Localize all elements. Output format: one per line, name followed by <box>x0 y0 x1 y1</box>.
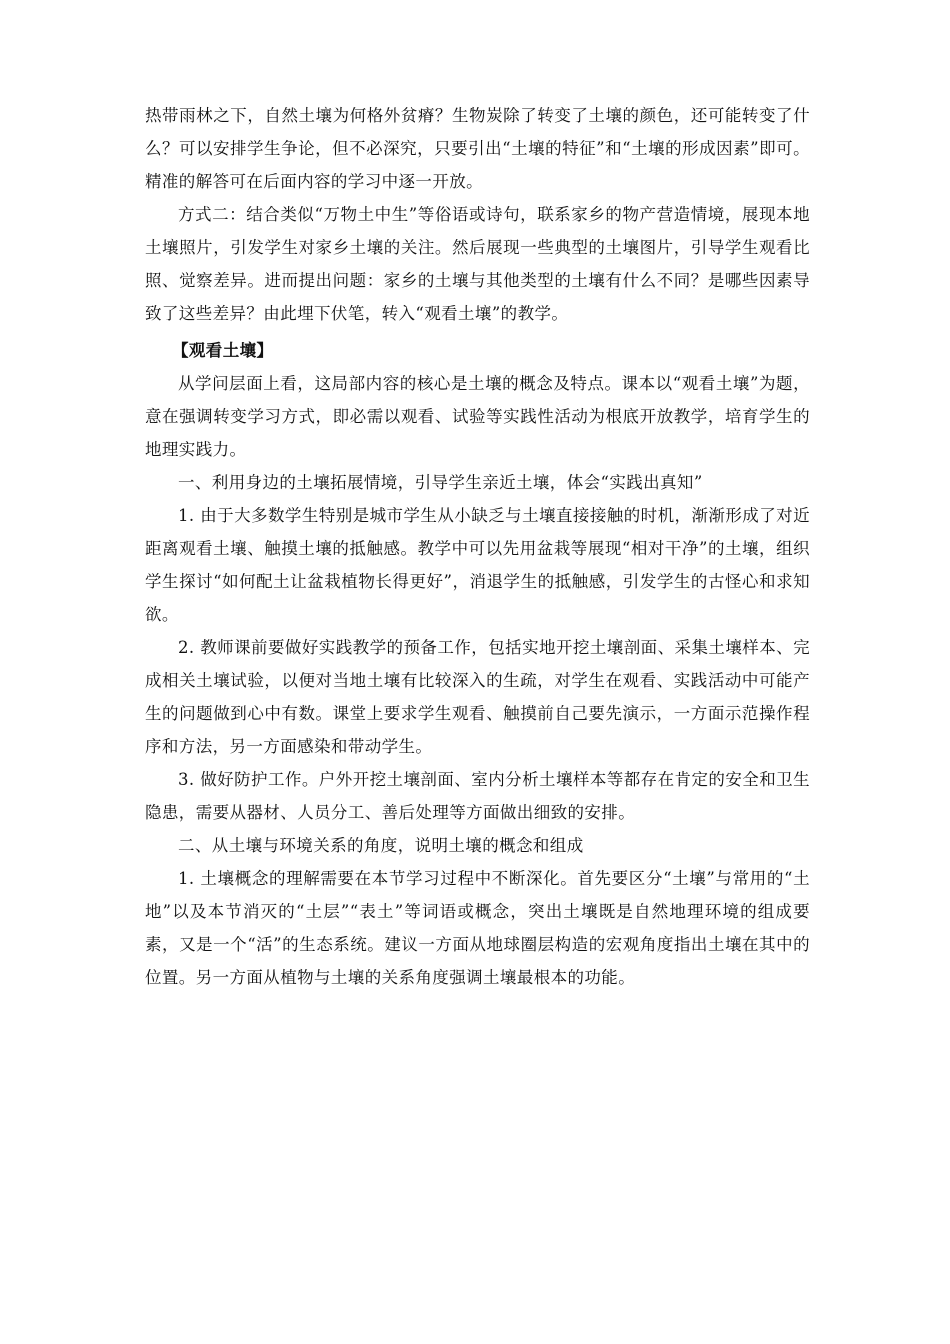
document-page <box>145 99 810 994</box>
paragraph-rainforest-soil: 热带雨林之下，自然土壤为何格外贫瘠？生物炭除了转变了土壤的颜色，还可能转变了什么？可以安排学生争论，但不必深究，只要引出“土壤的特征”和“土壤的形成因素”即可。精准的解答可在后面内容的学习中逐一开放。 <box>145 106 810 191</box>
list-item-1: 1. 由于大多数学生特别是城市学生从小缺乏与土壤直接接触的时机，渐渐形成了对近距离观看土壤、触摸土壤的抵触感。教学中可以先用盆栽等展现“相对干净”的土壤，组织学生探讨“如何配土让盆栽植物长得更好”，消退学生的抵触感，引发学生的古怪心和求知欲。 <box>145 506 810 624</box>
subheading-part-one: 一、利用身边的土壤拓展情境，引导学生亲近土壤，体会“实践出真知” <box>178 473 703 492</box>
paragraph-method-two: 方式二：结合类似“万物土中生”等俗语或诗句，联系家乡的物产营造情境，展现本地土壤照片，引发学生对家乡土壤的关注。然后展现一些典型的土壤图片，引导学生观看比照、觉察差异。进而提出问题：家乡的土壤与其他类型的土壤有什么不同？是哪些因素导致了这些差异？由此埋下伏笔，转入“观看土壤”的教学。 <box>145 205 810 323</box>
list-item-4: 1. 土壤概念的理解需要在本节学习过程中不断深化。首先要区分“土壤”与常用的“土地”以及本节消灭的“土层”“表土”等词语或概念，突出土壤既是自然地理环境的组成要素，又是一个“活”的生态系统。建议一方面从地球圈层构造的宏观角度指出土壤在其中的位置。另一方面从植物与土壤的关系角度强调土壤最根本的功能。 <box>145 869 810 987</box>
list-item-3: 3. 做好防护工作。户外开挖土壤剖面、室内分析土壤样本等都存在肯定的安全和卫生隐患，需要从器材、人员分工、善后处理等方面做出细致的安排。 <box>145 770 810 822</box>
subheading-part-two: 二、从土壤与环境关系的角度，说明土壤的概念和组成 <box>178 836 584 855</box>
paragraph-section-intro: 从学问层面上看，这局部内容的核心是土壤的概念及特点。课本以“观看土壤”为题，意在强调转变学习方式，即必需以观看、试验等实践性活动为根底开放教学，培育学生的地理实践力。 <box>145 374 810 459</box>
list-item-2: 2. 教师课前要做好实践教学的预备工作，包括实地开挖土壤剖面、采集土壤样本、完成相关土壤试验，以便对当地土壤有比较深入的生疏，对学生在观看、实践活动中可能产生的问题做到心中有数。课堂上要求学生观看、触摸前自己要先演示，一方面示范操作程序和方法，另一方面感染和带动学生。 <box>145 638 810 756</box>
section-heading-observe-soil: 【观看土壤】 <box>172 341 274 360</box>
